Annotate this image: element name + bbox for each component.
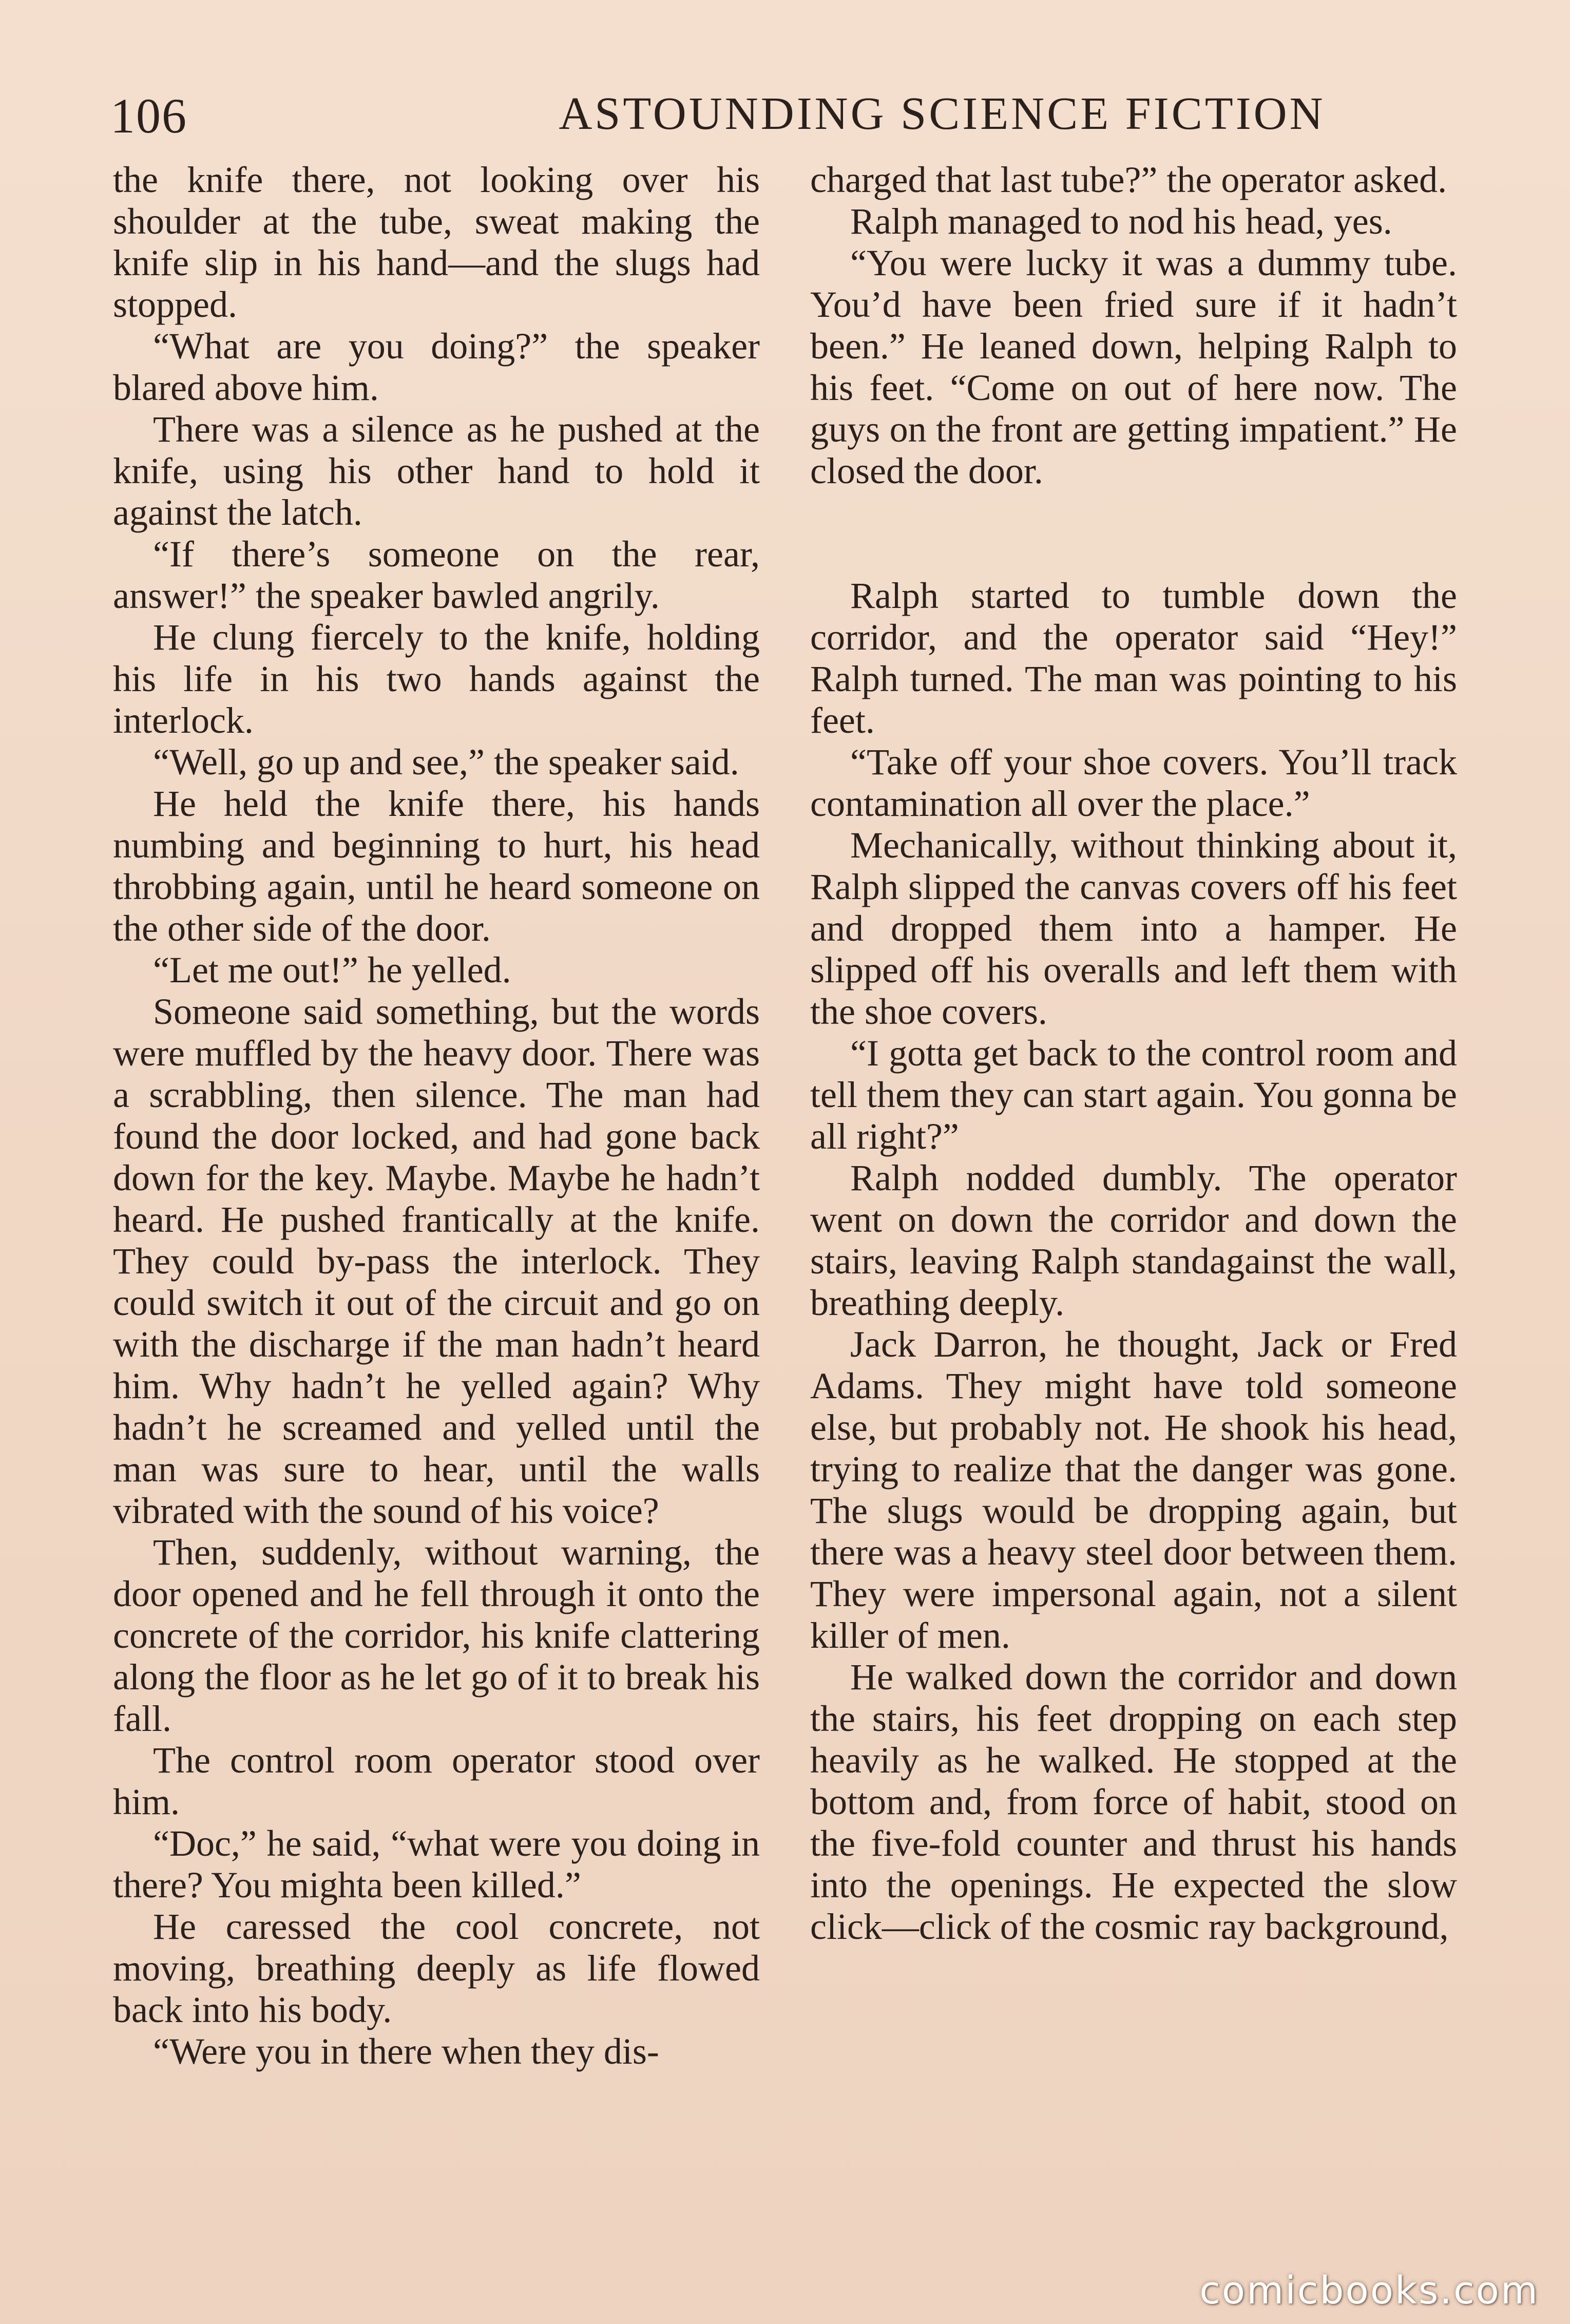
- paragraph: the knife there, not looking over his shoulder at the tube, sweat making the knife slip in his hand—and the slugs had stopped.: [113, 159, 760, 325]
- paragraph: He held the knife there, his hands numbing and beginning to hurt, his head throbbing again, until he heard someone on the other side of the door.: [113, 783, 760, 949]
- paragraph: Ralph started to tumble down the corridor, and the operator said “Hey!” Ralph turned. The man was pointing to his feet.: [810, 575, 1457, 741]
- paragraph: “If there’s someone on the rear, answer!” the speaker bawled angrily.: [113, 534, 760, 616]
- right-column: [810, 159, 1457, 1948]
- running-title: ASTOUNDING SCIENCE FICTION: [559, 88, 1326, 139]
- paragraph: “Well, go up and see,” the speaker said.: [153, 741, 739, 783]
- paragraph: “What are you doing?” the speaker blared above him.: [113, 326, 760, 408]
- paragraph: There was a silence as he pushed at the knife, using his other hand to hold it against the latch.: [113, 409, 760, 533]
- paragraph: “Let me out!” he yelled.: [153, 949, 511, 990]
- paragraph: “Doc,” he said, “what were you doing in there? You mighta been killed.”: [113, 1823, 760, 1906]
- left-column: [113, 159, 760, 2072]
- paragraph: “Were you in there when they dis-: [153, 2031, 659, 2072]
- section-break: [810, 492, 1457, 534]
- page-number: 106: [110, 88, 187, 143]
- paragraph: “Take off your shoe covers. You’ll track contamination all over the place.”: [810, 741, 1457, 824]
- section-break: [810, 534, 1457, 575]
- watermark: comicbooks.com: [1199, 2269, 1539, 2313]
- page-header: [110, 77, 1466, 154]
- paragraph: He walked down the corridor and down the stairs, his feet dropping on each step heavily as he walked. He stopped at the bottom and, from force of habit, stood on the five-fold counter and thrust his hands into the openings. He expected the slow click—click of the cosmic ray background,: [810, 1656, 1457, 1947]
- paragraph: Mechanically, without thinking about it, Ralph slipped the canvas covers off his feet and dropped them into a hamper. He slipped off his overalls and left them with the shoe covers.: [810, 825, 1457, 1032]
- paragraph: charged that last tube?” the operator asked.: [810, 159, 1447, 200]
- paragraph: Jack Darron, he thought, Jack or Fred Adams. They might have told someone else, but probably not. He shook his head, trying to realize that the danger was gone. The slugs would be dropping again, but there was a heavy steel door between them. They were impersonal again, not a silent killer of men.: [810, 1324, 1457, 1656]
- paragraph: Ralph nodded dumbly. The operator went on down the corridor and down the stairs, leaving Ralph standagainst the wall, breathing deeply.: [810, 1157, 1457, 1323]
- paragraph: He clung fiercely to the knife, holding his life in his two hands against the interlock.: [113, 617, 760, 741]
- paragraph: He caressed the cool concrete, not moving, breathing deeply as life flowed back into his body.: [113, 1906, 760, 2030]
- paragraph: Ralph managed to nod his head, yes.: [850, 201, 1392, 242]
- paragraph: Someone said something, but the words were muffled by the heavy door. There was a scrabbling, then silence. The man had found the door locked, and had gone back down for the key. Maybe. Maybe he hadn’t heard. He pushed frantically at the knife. They could by-pass the interlock. They could switch it out of the circuit and go on with the discharge if the man hadn’t heard him. Why hadn’t he yelled again? Why hadn’t he screamed and yelled until the man was sure to hear, until the walls vibrated with the sound of his voice?: [113, 991, 760, 1531]
- paragraph: “I gotta get back to the control room and tell them they can start again. You gonna be all right?”: [810, 1033, 1457, 1157]
- paragraph: Then, suddenly, without warning, the door opened and he fell through it onto the concrete of the corridor, his knife clattering along the floor as he let go of it to break his fall.: [113, 1532, 760, 1739]
- paragraph: The control room operator stood over him.: [113, 1740, 760, 1822]
- paragraph: “You were lucky it was a dummy tube. You’d have been fried sure if it hadn’t been.” He leaned down, helping Ralph to his feet. “Come on out of here now. The guys on the front are getting impatient.” He closed the door.: [810, 242, 1457, 491]
